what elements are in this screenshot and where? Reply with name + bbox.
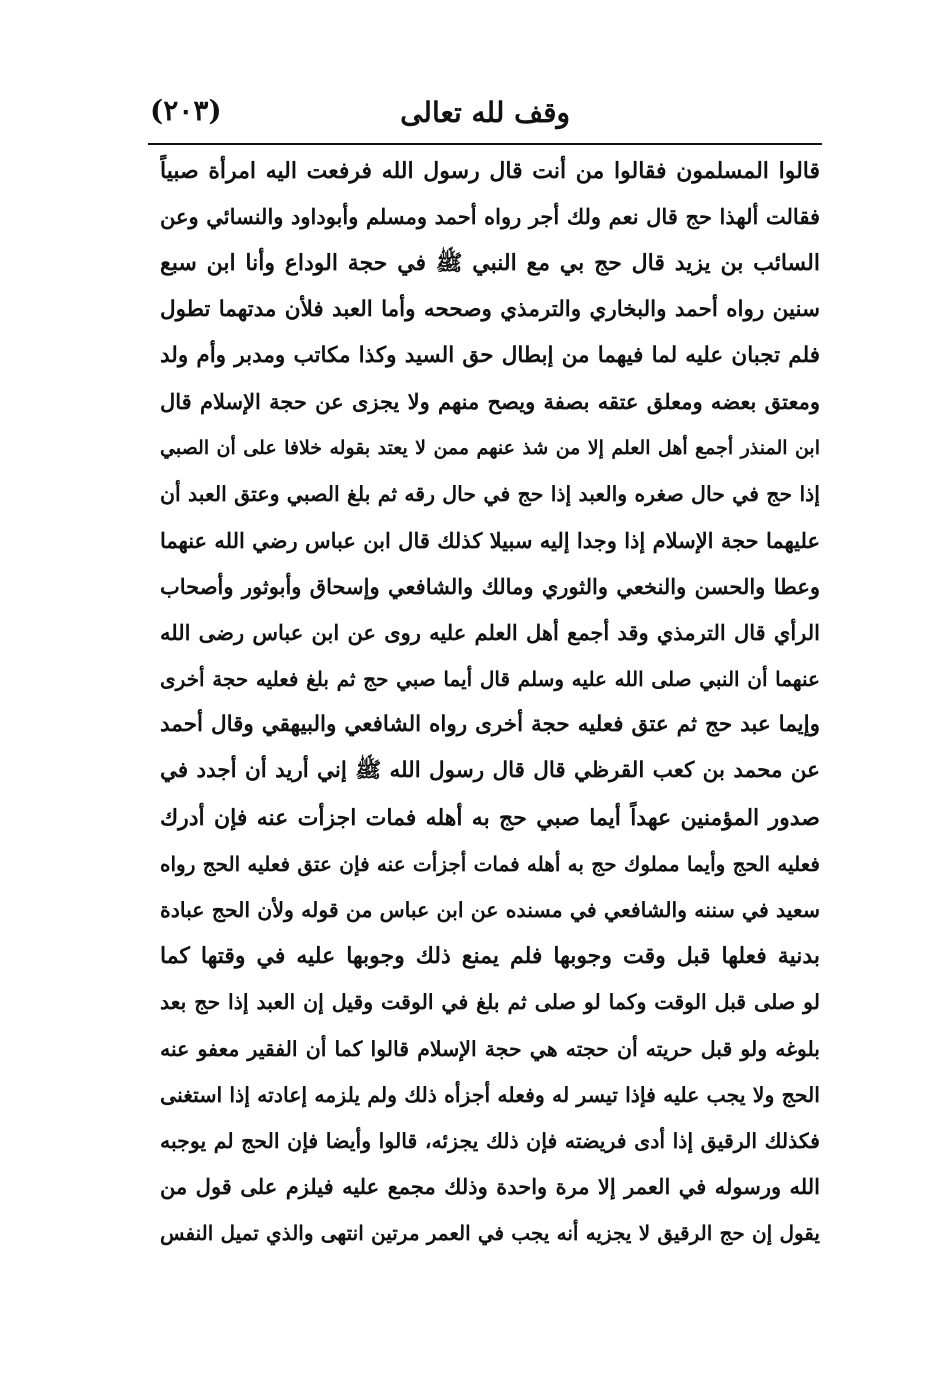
- text-line: فكذلك الرقيق إذا أدى فريضته فإن ذلك يجزئه، قالوا وأيضا فإن الحج لم يوجبه: [160, 1128, 820, 1153]
- text-line: الحج ولا يجب عليه فإذا تيسر له وفعله أجزأه ذلك ولم يلزمه إعادته إذا استغنى: [160, 1082, 820, 1107]
- header-rule: [148, 143, 822, 145]
- text-line: يقول إن حج الرقيق لا يجزيه أنه يجب في العمر مرتين انتهى والذي تميل النفس: [160, 1221, 820, 1246]
- text-line: عليهما حجة الإسلام إذا وجدا إليه سبيلا كذلك قال ابن عباس رضي الله عنهما: [160, 527, 820, 553]
- text-line: سنين رواه أحمد والبخاري والترمذي وصححه وأما العبد فلأن مدتهما تطول: [160, 296, 820, 322]
- text-line: الله ورسوله في العمر إلا مرة واحدة وذلك مجمع عليه فيلزم على قول من: [160, 1174, 820, 1200]
- text-line: عنهما أن النبي صلى الله عليه وسلم قال أيما صبي حج ثم بلغ فعليه حجة أخرى: [160, 667, 820, 692]
- text-line: فلم تجبان عليه لما فيهما من إبطال حق السيد وكذا مكاتب ومدبر وأم ولد: [160, 342, 820, 368]
- page-number: (٢٠٣): [150, 94, 222, 127]
- body-text: [160, 148, 820, 1257]
- text-line: صدور المؤمنين عهداً أيما صبي حج به أهله فمات اجزأت عنه فإن أدرك: [160, 804, 820, 831]
- text-line: الرأي قال الترمذي وقد أجمع أهل العلم عليه روى عن ابن عباس رضى الله: [160, 619, 820, 645]
- text-line: عن محمد بن كعب القرظي قال قال رسول الله ﷺ إني أريد أن أجدد في: [160, 758, 820, 784]
- text-line: وإيما عبد حج ثم عتق فعليه حجة أخرى رواه الشافعي والبيهقي وقال أحمد: [160, 712, 820, 738]
- text-line: فعليه الحج وأيما مملوك حج به أهله فمات أجزأت عنه فإن عتق فعليه الحج رواه: [160, 851, 820, 876]
- text-line: بلوغه ولو قبل حريته أن حجته هي حجة الإسلام قالوا كما أن الفقير معفو عنه: [160, 1036, 820, 1061]
- text-line: لو صلى قبل الوقت وكما لو صلى ثم بلغ في الوقت وقيل إن العبد إذا حج بعد: [160, 990, 820, 1015]
- page-header: [150, 92, 820, 140]
- text-line: سعيد في سننه والشافعي في مسنده عن ابن عباس من قوله ولأن الحج عبادة: [160, 898, 820, 922]
- text-line: فقالت ألهذا حج قال نعم ولك أجر رواه أحمد ومسلم وأبوداود والنسائي وعن: [160, 204, 820, 230]
- text-line: وعطا والحسن والنخعي والثوري ومالك والشافعي وإسحاق وأبوثور وأصحاب: [160, 573, 820, 599]
- text-line: قالوا المسلمون فقالوا من أنت قال رسول الله فرفعت اليه امرأة صبياً: [160, 158, 820, 184]
- text-line: بدنية فعلها قبل وقت وجوبها فلم يمنع ذلك وجوبها عليه في وقتها كما: [160, 943, 820, 970]
- running-title: وقف لله تعالى: [400, 96, 570, 129]
- text-line: السائب بن يزيد قال حج بي مع النبي ﷺ في حجة الوداع وأنا ابن سبع: [160, 250, 820, 277]
- text-line: ابن المنذر أجمع أهل العلم إلا من شذ عنهم ممن لا يعتد بقوله خلافا على أن الصبي: [160, 437, 820, 460]
- text-line: ومعتق بعضه ومعلق عتقه بصفة ويصح منهم ولا يجزى عن حجة الإسلام قال: [160, 388, 820, 414]
- text-line: إذا حج في حال صغره والعبد إذا حج في حال رقه ثم بلغ الصبي وعتق العبد أن: [160, 482, 820, 507]
